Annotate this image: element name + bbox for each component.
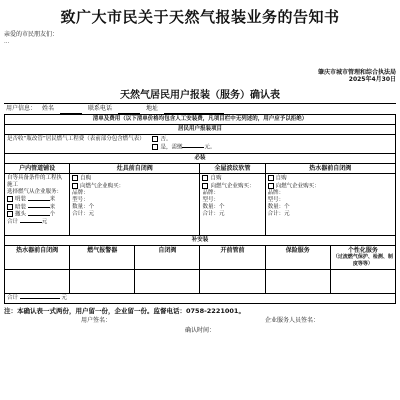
hose-company-buy-checkbox[interactable] bbox=[202, 183, 208, 189]
notice-issuer: 肇庆市城市管理和综合执法局 bbox=[317, 69, 396, 76]
required-header-pipe: 户内管道铺设 bbox=[5, 164, 70, 174]
pipe-exposed-field[interactable] bbox=[28, 200, 50, 201]
fee-amount-field[interactable] bbox=[182, 147, 204, 148]
pipe-total-field[interactable] bbox=[20, 222, 42, 223]
optional-header-front-pipe: 开前管前 bbox=[200, 246, 265, 270]
required-section-title: 必装 bbox=[5, 154, 396, 164]
optional-cell-personalized[interactable] bbox=[330, 270, 395, 294]
optional-header-alarm: 燃气报警器 bbox=[70, 246, 135, 270]
optional-cell-heater-valve[interactable] bbox=[5, 270, 70, 294]
optional-cell-alarm[interactable] bbox=[70, 270, 135, 294]
fee-header: 清单及费用（以下清单价格均包含人工安装费，凡项目栏中无列述的，用户应予以拒绝） bbox=[5, 115, 396, 125]
heater-company-buy-checkbox[interactable] bbox=[268, 183, 274, 189]
total-row bbox=[5, 294, 396, 304]
user-info-label: 用户信息： bbox=[6, 105, 37, 112]
signature-row bbox=[4, 316, 396, 326]
optional-cell-self-valve[interactable] bbox=[135, 270, 200, 294]
notice-body: ... bbox=[4, 39, 10, 45]
required-header-stove-valve: 灶具前自闭阀 bbox=[70, 164, 200, 174]
optional-header-insurance: 保险服务 bbox=[265, 246, 330, 270]
required-header-heater-valve: 热水器前自闭阀 bbox=[265, 164, 395, 174]
install-question-row bbox=[5, 135, 396, 154]
pipe-concealed-checkbox[interactable] bbox=[7, 204, 13, 210]
total-label: 合计 bbox=[7, 295, 19, 301]
pipe-line-2: 选择燃气从企业服务： bbox=[7, 189, 63, 195]
pipe-concealed-row: 暗装 米 bbox=[7, 204, 67, 212]
optional-cell-front-pipe[interactable] bbox=[200, 270, 265, 294]
user-info-row bbox=[4, 103, 396, 114]
option-yes-unit: 元。 bbox=[204, 144, 216, 150]
option-no-label: 否。 bbox=[160, 136, 172, 143]
required-col-stove-valve: 自购 向燃气企业购买： 品牌： 型号： 数量：个 合计：元 bbox=[70, 174, 200, 236]
install-section-title: 居民用户报装项目 bbox=[5, 125, 396, 135]
required-col-pipe bbox=[5, 174, 70, 236]
signature-date-row bbox=[4, 326, 396, 336]
user-phone-label: 联系电话 bbox=[88, 105, 113, 112]
notice-salutation: 亲爱的市民朋友们： bbox=[4, 31, 59, 38]
user-name-field[interactable] bbox=[60, 104, 82, 114]
pipe-exposed-row: 明装 米 bbox=[7, 196, 67, 204]
confirmation-table bbox=[4, 114, 396, 304]
pipe-concealed-field[interactable] bbox=[28, 207, 50, 208]
form-footnote: 注：本确认表一式两份，用户留一份，企业留一份。监督电话：0758-2221001。 bbox=[4, 307, 245, 315]
pipe-joint-field[interactable] bbox=[28, 215, 50, 216]
required-col-hose: 自购 向燃气企业购买： 品牌： 型号： 数量：个 合计：元 bbox=[200, 174, 265, 236]
optional-header-personalized: 个性化服务 （过流燃气保护、检测、制度等等） bbox=[330, 246, 395, 270]
required-col-heater-valve: 自购 向燃气企业购买： 品牌： 型号： 数量：个 合计：元 bbox=[265, 174, 395, 236]
notice-date: 2025年4月30日 bbox=[348, 76, 396, 83]
stove-self-buy-checkbox[interactable] bbox=[72, 175, 78, 181]
option-no-checkbox[interactable] bbox=[152, 136, 158, 142]
signature-date-label: 确认时间： bbox=[184, 327, 215, 334]
form-title: 天然气居民用户报装（服务）确认表 bbox=[120, 90, 280, 101]
pipe-total-row: 合计 元 bbox=[7, 218, 48, 225]
required-header-hose: 全屋波纹软管 bbox=[200, 164, 265, 174]
install-question: 是否收“瓶改管”居民燃气工程费（表前部分包含燃气表） bbox=[7, 136, 145, 142]
signature-company-label: 企业服务人员签名： bbox=[264, 317, 319, 324]
user-address-field[interactable] bbox=[164, 104, 224, 114]
hose-self-buy-checkbox[interactable] bbox=[202, 175, 208, 181]
optional-header-heater-valve: 热水器前自闭阀 bbox=[5, 246, 70, 270]
optional-cell-insurance[interactable] bbox=[265, 270, 330, 294]
user-address-label: 地址 bbox=[146, 105, 159, 112]
stove-company-buy-checkbox[interactable] bbox=[72, 183, 78, 189]
total-unit: 元 bbox=[61, 295, 68, 301]
optional-header-self-valve: 自闭阀 bbox=[135, 246, 200, 270]
pipe-line-1: 自等具备条件的工程执施工 bbox=[7, 175, 63, 188]
option-yes-label: 是，需缴 bbox=[160, 144, 183, 150]
user-phone-field[interactable] bbox=[118, 104, 140, 114]
pipe-joint-checkbox[interactable] bbox=[7, 211, 13, 217]
optional-section-title: 补安装 bbox=[5, 236, 396, 246]
notice-title: 致广大市民关于天然气报装业务的告知书 bbox=[60, 8, 340, 26]
option-yes-checkbox[interactable] bbox=[152, 144, 158, 150]
pipe-joint-row: 撤头 个 bbox=[7, 211, 67, 219]
heater-self-buy-checkbox[interactable] bbox=[268, 175, 274, 181]
total-amount-field[interactable] bbox=[20, 298, 60, 299]
signature-user-label: 用户签名： bbox=[80, 317, 111, 324]
pipe-exposed-checkbox[interactable] bbox=[7, 196, 13, 202]
user-name-label: 姓名 bbox=[42, 105, 55, 112]
